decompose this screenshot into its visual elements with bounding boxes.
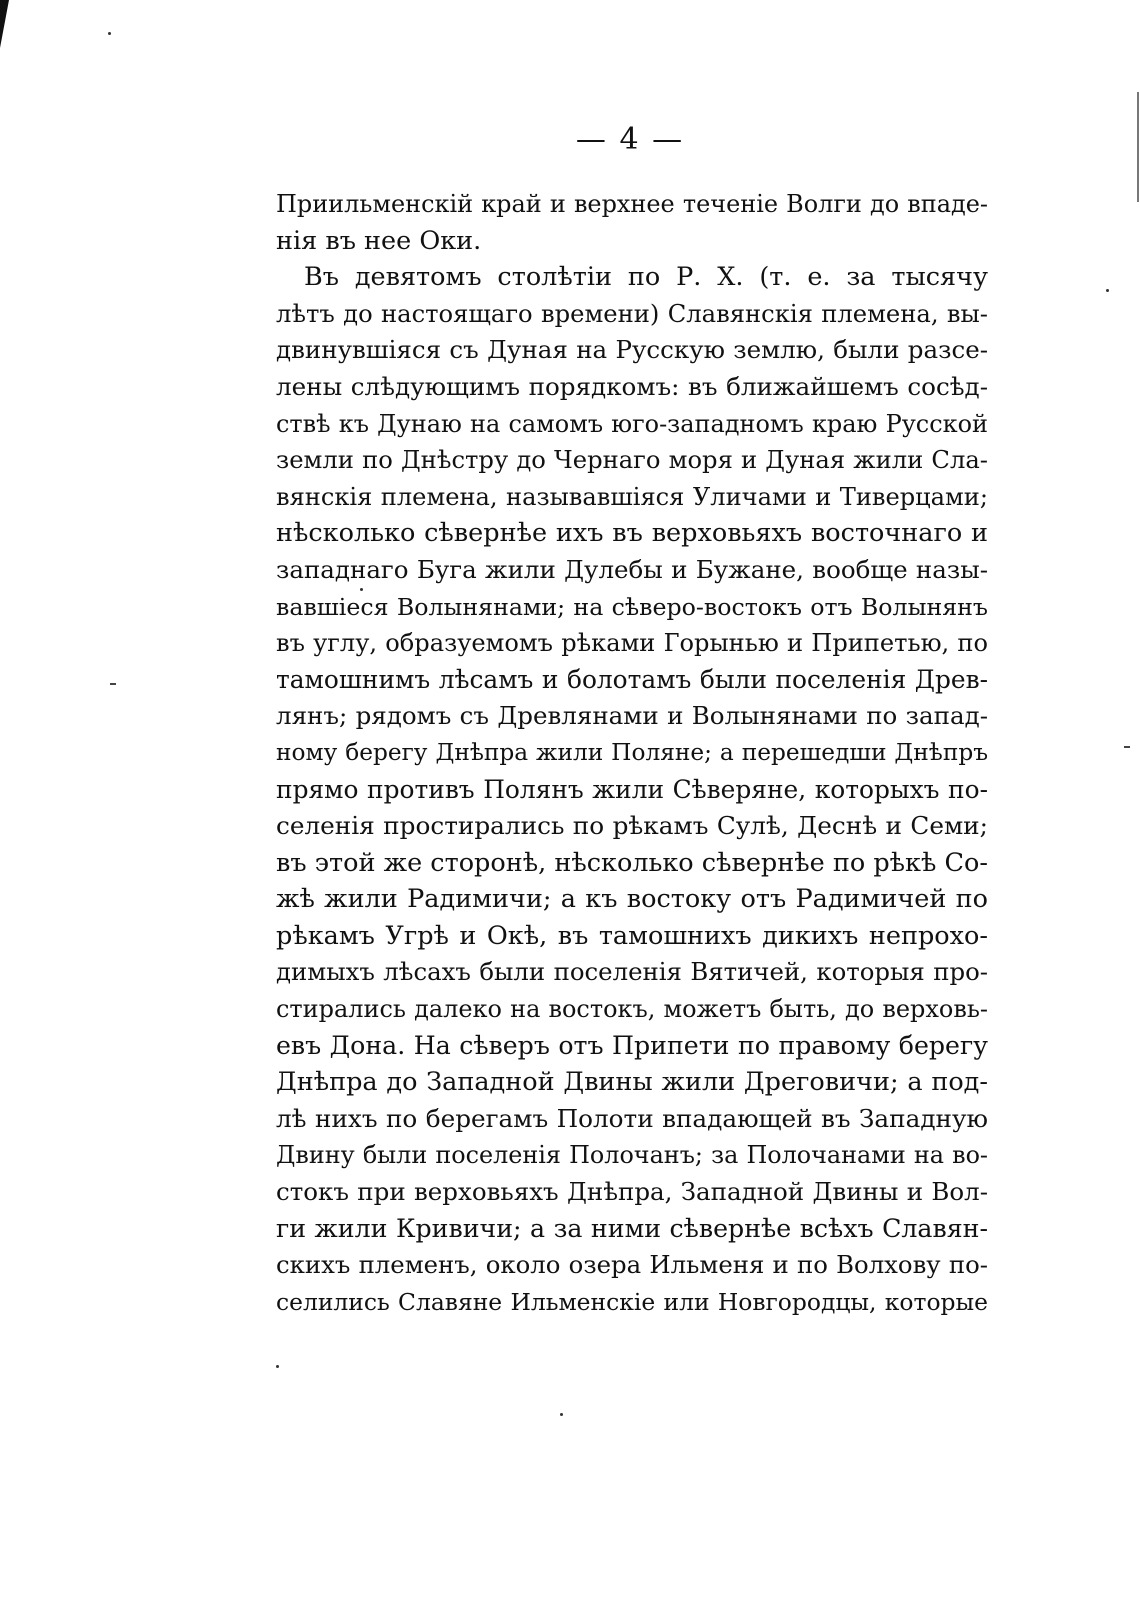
text-line: жѣ жили Радимичи; а къ востоку отъ Радимичей по [276,884,988,915]
text-line: лѣ нихъ по берегамъ Полоти впадающей въ Западную [276,1103,988,1133]
scan-speck [108,32,111,35]
text-line: нѣсколько сѣвернѣе ихъ въ верховьяхъ восточнаго и [276,518,988,549]
text-line: селенія простирались по рѣкамъ Сулѣ, Деснѣ и Семи; [276,811,988,841]
page-number: — 4 — [575,122,685,157]
text-line: Приильменскій край и верхнее теченіе Волги до впаде- [276,190,988,218]
text-line: евъ Дона. На сѣверъ отъ Припети по правому берегу [276,1030,988,1060]
text-line: земли по Днѣстру до Чернаго моря и Дуная жили Сла- [276,445,988,475]
text-line: тамошнимъ лѣсамъ и болотамъ были поселенія Древ- [276,664,988,694]
text-line: нія въ нее Оки. [276,225,482,256]
text-line: димыхъ лѣсахъ были поселенія Вятичей, которыя про- [276,957,988,987]
scan-speck [1106,289,1109,292]
scan-speck [110,683,116,685]
scan-speck [1124,746,1130,748]
text-line: лѣтъ до настоящаго времени) Славянскія племена, вы- [276,299,988,328]
text-line: ствѣ къ Дунаю на самомъ юго-западномъ краю Русской [276,409,988,438]
scan-corner-mark [0,0,9,48]
body-text [276,186,988,1320]
text-line: Въ девятомъ столѣтіи по Р. Х. (т. е. за тысячу [304,262,988,293]
text-line: скихъ племенъ, около озера Ильменя и по Волхову по- [276,1250,988,1280]
text-line: рѣкамъ Угрѣ и Окѣ, въ тамошнихъ дикихъ непрохо- [276,920,988,951]
text-line: лены слѣдующимъ порядкомъ: въ ближайшемъ сосѣд- [276,371,988,401]
text-line: въ углу, образуемомъ рѣками Горынью и Припетью, по [276,629,988,658]
scan-speck [276,1365,279,1368]
text-line: вавшіеся Волынянами; на сѣверо-востокъ отъ Волынянъ [276,592,988,621]
scan-speck [560,1413,563,1416]
scan-edge-line [1137,92,1139,202]
text-line: ги жили Кривичи; а за ними сѣвернѣе всѣхъ Славян- [276,1213,988,1243]
text-line: прямо противъ Полянъ жили Сѣверяне, которыхъ по- [276,774,988,804]
text-line: западнаго Буга жили Дулебы и Бужане, вообще назы- [276,554,988,584]
text-line: Двину были поселенія Полочанъ; за Полочанами на во- [276,1141,988,1170]
text-line: двинувшіяся съ Дуная на Русскую землю, были разсе- [276,335,988,365]
text-line: стирались далеко на востокъ, можетъ быть, до верховь- [276,995,988,1024]
text-line: стокъ при верховьяхъ Днѣпра, Западной Двины и Вол- [276,1177,988,1207]
text-line: Днѣпра до Западной Двины жили Дреговичи; а под- [276,1067,988,1098]
text-line: вянскія племена, называвшіяся Уличами и Тиверцами; [276,482,988,511]
text-line: лянъ; рядомъ съ Древлянами и Волынянами по запад- [276,701,988,731]
text-line: ному берегу Днѣпра жили Поляне; а перешедши Днѣпръ [276,738,988,766]
text-line: въ этой же сторонѣ, нѣсколько сѣвернѣе по рѣкѣ Со- [276,847,988,878]
text-line: селились Славяне Ильменскіе или Новгородцы, которые [276,1287,988,1316]
